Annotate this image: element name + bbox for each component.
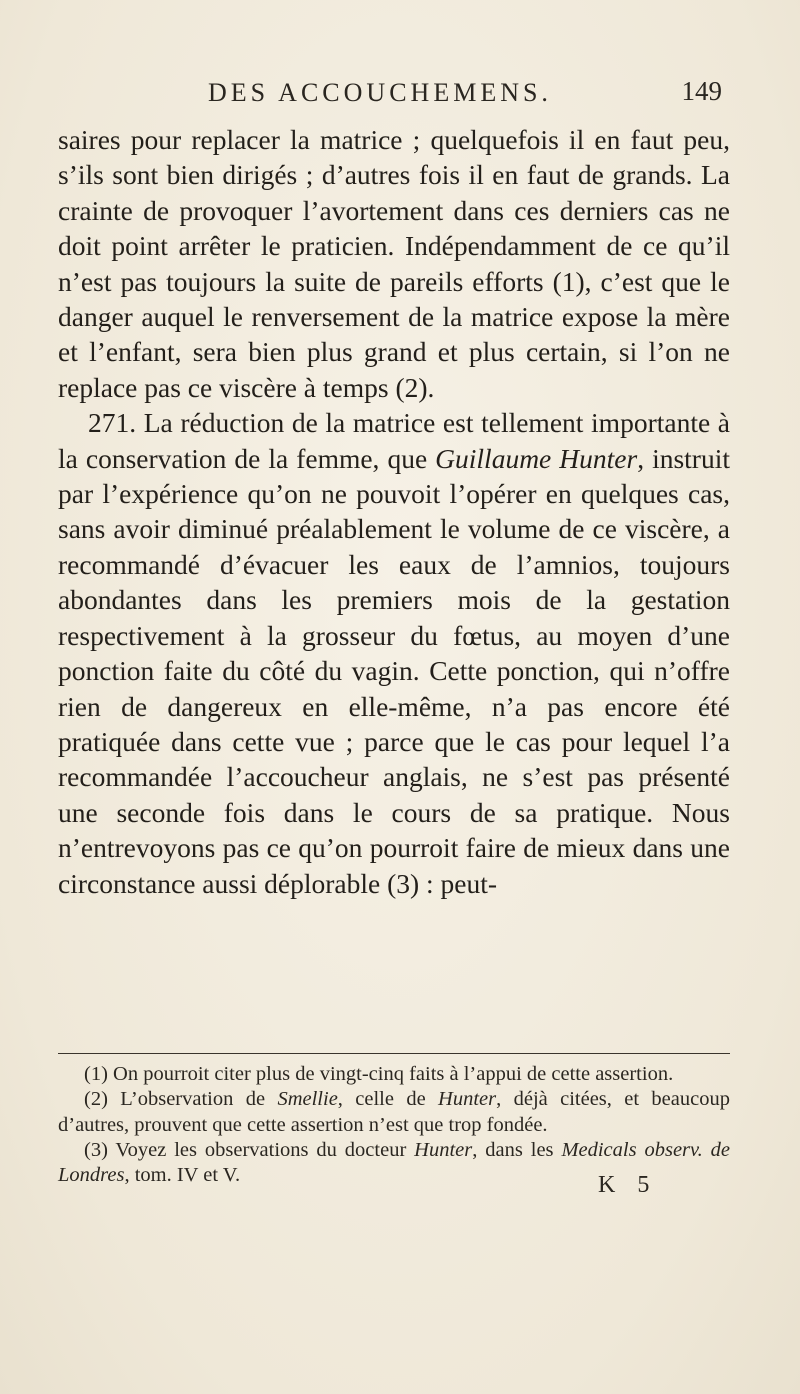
paragraph-continuation: saires pour replacer la matrice ; quelquefois il en faut peu, s’ils sont bien dirigés ; d’autres fois il en faut de grands. La crainte de provoquer l’avortement dans ces derniers cas ne doit point arrêter le praticien. Indépendamment de ce qu’il n’est pas toujours la suite de pareils efforts (1), c’est que le danger auquel le renversement de la matrice expose la mère et l’enfant, sera bien plus grand et plus certain, si l’on ne replace pas ce viscère à temps (2). <box>58 124 730 403</box>
work-title: Medicals observ. de Londres <box>58 1138 730 1187</box>
running-title: DES ACCOUCHEMENS. <box>208 78 552 107</box>
section-number: 271. <box>88 407 137 439</box>
paragraph-271 <box>58 405 730 901</box>
footnotes <box>58 1062 730 1188</box>
person-name: Hunter <box>414 1138 473 1161</box>
person-name: Hunter <box>438 1088 497 1111</box>
page-number: 149 <box>681 76 722 106</box>
paragraph-text: La réduction de la matrice est tellement importante à la conservation de la femme, que <box>58 407 730 474</box>
signature-mark: K 5 <box>598 1172 658 1198</box>
person-name: Smellie <box>277 1088 338 1111</box>
main-text <box>58 122 730 901</box>
footnote-2: (2) L’observation de Smellie, celle de Hunter, déjà citées, et beaucoup d’autres, prouvent que cette assertion n’est que trop fondée. <box>58 1088 730 1136</box>
footnote-rule <box>58 1053 730 1054</box>
paragraph-text: , instruit par l’expérience qu’on ne pouvoit l’opérer en quelques cas, sans avoir diminué préalablement le volume de ce viscère, a recommandé d’évacuer les eaux de l’amnios, toujours abondantes dans les premiers mois de la gestation respectivement à la grosseur du fœtus, au moyen d’une ponction faite du côté du vagin. Cette ponction, qui n’offre rien de dangereux en elle-même, n’a pas encore été pratiquée dans cette vue ; parce que le cas pour lequel l’a recommandée l’accoucheur anglais, ne s’est pas présenté une seconde fois dans le cours de sa pratique. Nous n’entrevoyons pas ce qu’on pourroit faire de mieux dans une circonstance aussi déplorable (3) : peut- <box>58 442 730 899</box>
person-name: Guillaume Hunter <box>435 442 638 474</box>
footnote-3: (3) Voyez les observations du docteur Hunter, dans les Medicals observ. de Londres, tom. IV et V. <box>58 1138 730 1187</box>
footnote-1: (1) On pourroit citer plus de vingt-cinq faits à l’appui de cette assertion. <box>84 1063 674 1085</box>
